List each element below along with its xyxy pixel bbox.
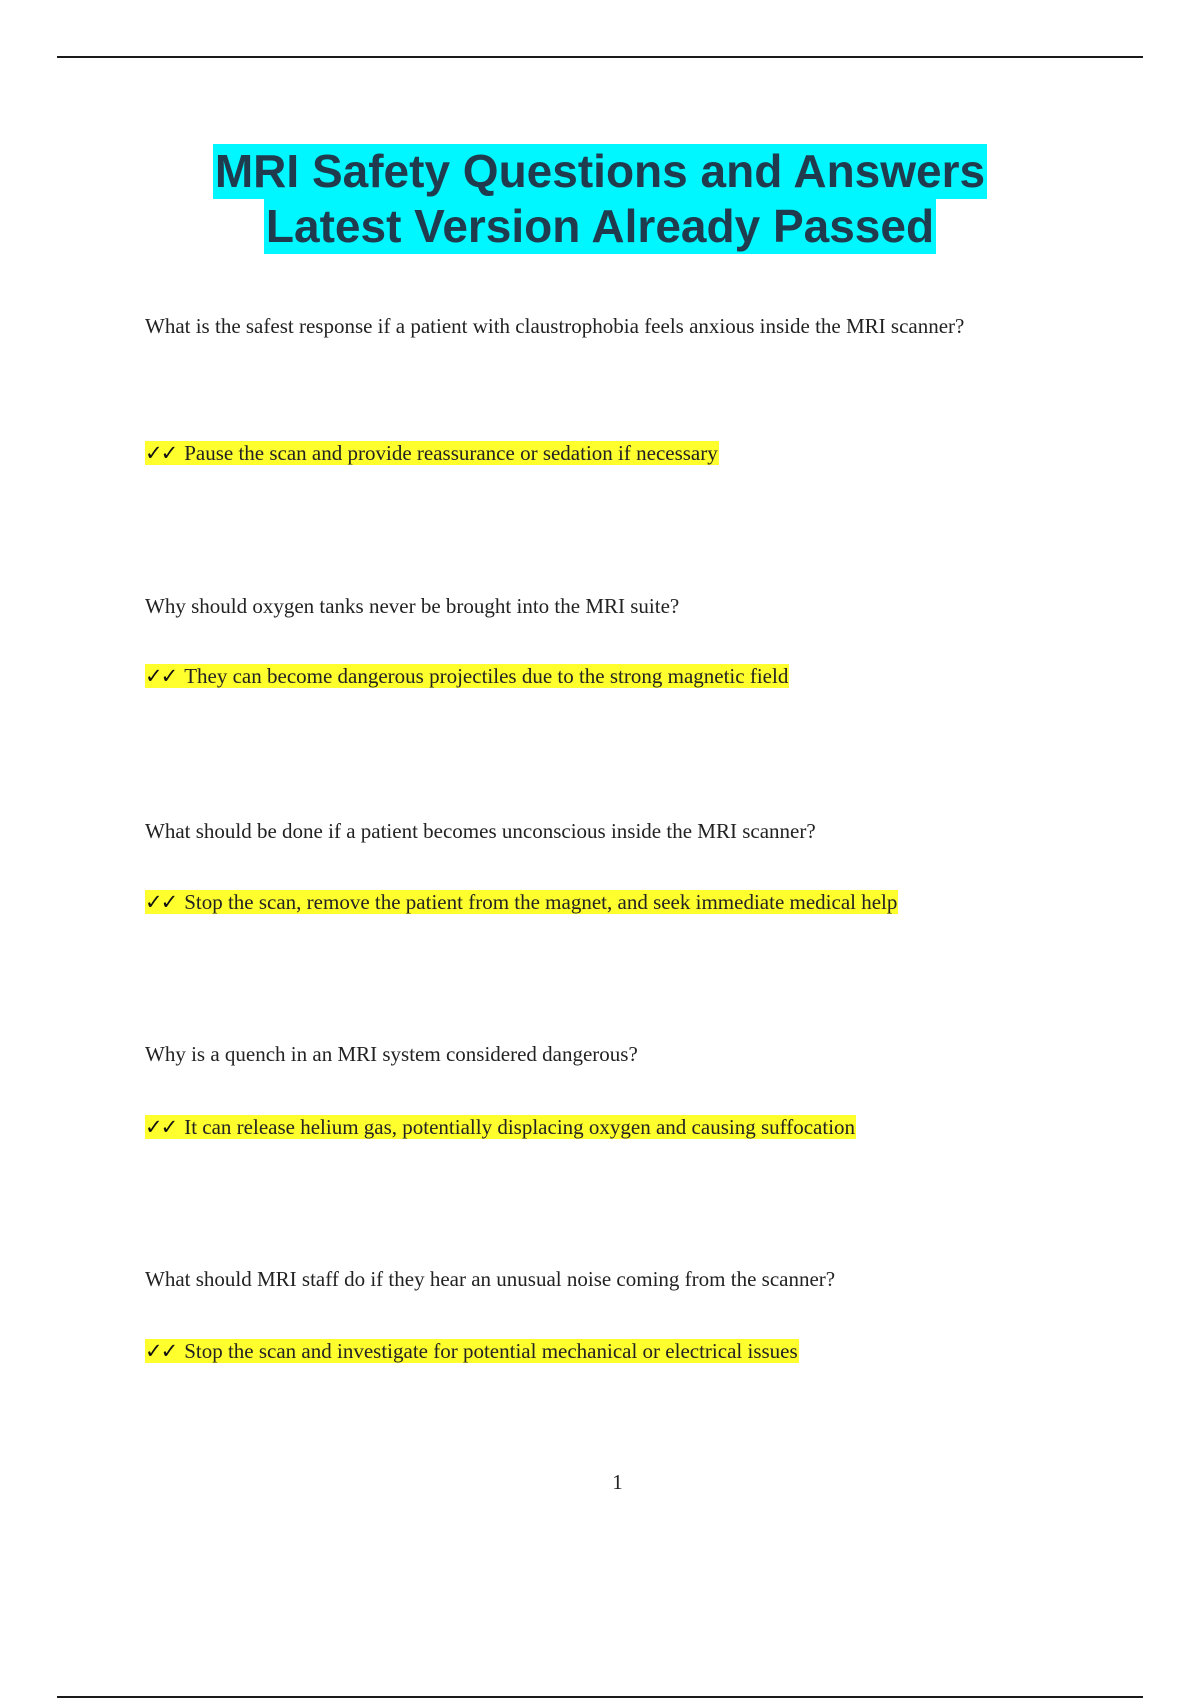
question-3: What should be done if a patient becomes unconscious inside the MRI scanner? (145, 819, 816, 843)
page-number: 1 (612, 1470, 623, 1494)
question-2: Why should oxygen tanks never be brought into the MRI suite? (145, 594, 680, 618)
title-line-2: Latest Version Already Passed (265, 200, 935, 252)
double-check-icon: ✓✓ (145, 664, 177, 688)
answer-1-highlight (145, 441, 719, 465)
document-title (0, 144, 1200, 254)
qa-item-1 (145, 298, 1045, 465)
answer-3-text: Stop the scan, remove the patient from the magnet, and seek immediate medical help (184, 890, 898, 914)
question-5: What should MRI staff do if they hear an unusual noise coming from the scanner? (145, 1267, 836, 1291)
qa-item-3 (145, 803, 1045, 914)
question-1: What is the safest response if a patient with claustrophobia feels anxious inside the MRI scanner? (145, 314, 965, 338)
double-check-icon: ✓✓ (145, 441, 177, 465)
footer-rule (57, 1696, 1143, 1698)
answer-3 (145, 885, 898, 919)
question-4: Why is a quench in an MRI system considered dangerous? (145, 1042, 638, 1066)
qa-item-5 (145, 1251, 1045, 1363)
answer-3-highlight (145, 890, 898, 914)
answer-4 (145, 1110, 856, 1144)
qa-item-4 (145, 1026, 1045, 1139)
answer-5-text: Stop the scan and investigate for potential mechanical or electrical issues (184, 1339, 798, 1363)
answer-2 (145, 659, 789, 693)
answer-4-highlight (145, 1115, 856, 1139)
header-rule (57, 56, 1143, 58)
double-check-icon: ✓✓ (145, 1339, 177, 1363)
qa-item-2 (145, 578, 1045, 688)
answer-2-text: They can become dangerous projectiles due to the strong magnetic field (184, 664, 789, 688)
answer-2-highlight (145, 664, 789, 688)
answer-1-text: Pause the scan and provide reassurance or sedation if necessary (184, 441, 718, 465)
answer-1 (145, 436, 719, 470)
double-check-icon: ✓✓ (145, 1115, 177, 1139)
double-check-icon: ✓✓ (145, 890, 177, 914)
answer-5-highlight (145, 1339, 799, 1363)
title-line-1: MRI Safety Questions and Answers (214, 145, 986, 197)
answer-5 (145, 1334, 799, 1368)
answer-4-text: It can release helium gas, potentially displacing oxygen and causing suffocation (184, 1115, 856, 1139)
